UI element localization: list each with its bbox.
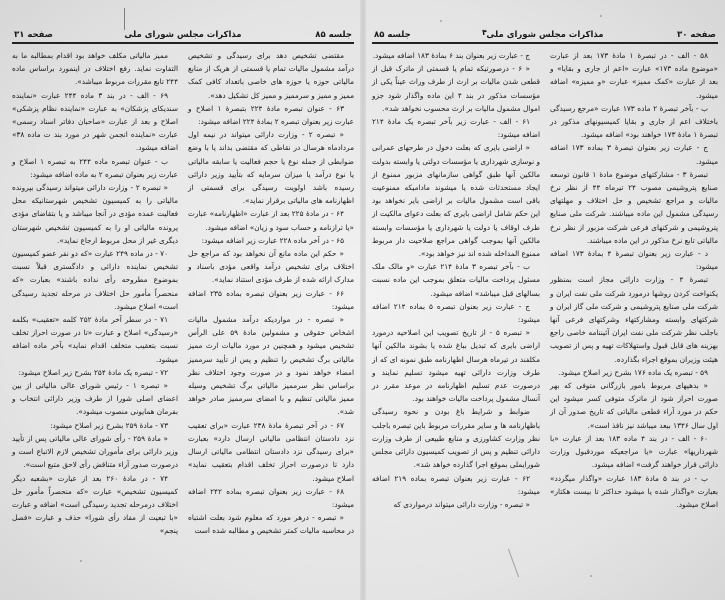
paragraph: « تبصره - وزارت دارائی میتواند درمواردی که — [393, 499, 530, 509]
paragraph: مقتضی تشخیص دهد برای رسیدگی و تشخیص درآمد مشمول مالیات تمام یا قسمتی از هریک از منابع مالیاتی حوزه یا حوزه های خاصی باتعداد کافی کمک ممیز و ممیز و سرممیز و ممیز کل تشکیل دهد». — [188, 51, 354, 100]
right-page — [372, 28, 718, 588]
page-header — [12, 28, 354, 44]
scan-speck — [590, 575, 592, 577]
paragraph: ب - عنوان تبصره ماده ۲۴۴ به تبصره ۱ اصلاح و عبارت زیر بعنوان تبصره ۲ به ماده اضافه میشود: — [12, 156, 178, 179]
paragraph: « حکم این ماده مانع آن نخواهد بود که مراجع حل اختلاف برای تشخیص درآمد واقعی مؤدی باسناد و مدارک ارائه شده از طرف مؤدی استناد نماید». — [188, 249, 354, 285]
page-marker: ۴ — [482, 28, 487, 37]
paragraph: ۶۶ - عبارت زیر بعنوان تبصره بماده ۲۳۵ اضافه میشود: — [188, 288, 354, 311]
book-gutter — [360, 0, 366, 600]
page-number: صفحه ۳۰ — [677, 30, 716, 40]
paragraph: ۶۵ - در آخر ماده ۲۲۸ عبارت زیر اضافه میشود: — [201, 235, 344, 245]
paragraph: ۶۰ - الف - در بند ۴ ماده ۱۸۳ بعد از عبارت «با شهرداریها» عبارت «یا مراجعیکه موردقبول وزارت دارائی قرار خواهند گرفت» اضافه میشود. — [550, 433, 718, 470]
left-page — [12, 28, 354, 588]
scan-speck — [440, 20, 442, 22]
paragraph: ضوابط و شرایط باغ بودن و نحوه رسیدگی باظهارنامه ها و سایر مقررات مربوط باین تبصره باجلب نظر وزارت کشاورزی و منابع طبیعی از طرف وزارت دارائی تنظیم و پس از تصویب کمیسیون دارائی مجلس شورایملی بموقع اجرا گذارده خواهد شد». — [372, 407, 540, 470]
paragraph: ۷۲ - تبصره یک مادهٔ ۲۵۴ بشرح زیر اصلاح میشود: — [18, 367, 168, 377]
paragraph: « تبصره - درهر مورد که معلوم شود بعلت اشتباه در محاسبه مالیات کمتر تشخیص و مطالبه شده است — [188, 513, 354, 536]
scan-speck — [600, 15, 602, 17]
paragraph: ج - عبارت زیر بعنوان تبصرهٔ ۳ بماده ۱۷۳ اضافه میشود. — [550, 143, 718, 166]
page-header — [372, 28, 718, 44]
paragraph: ۶۲ - عبارت زیر بعنوان تبصره بماده ۲۱۹ اضافه میشود: — [372, 473, 540, 496]
paragraph: ممیز مالیاتی مکلف خواهد بود اقدام بمطالبه ما به التفاوت نماید. رفع اختلاف در اینمورد براساس ماده ۲۴۴ تابع مقررات مربوط میباشد». — [12, 51, 178, 87]
paragraph: ج - عبارت زیر بعنوان تبصره ۵ بماده ۲۱۴ اضافه میشود: — [372, 301, 540, 325]
paragraph: « بدهیهای مربوط بامور بازرگانی متوفی که بهر صورت احراز شود از ماترک متوفی کسر میشود این حکم در مورد آراء قطعی مالیاتی که تاریخ صدور آن از اول سال ۱۳۴۶ ببعد میباشد نیز نافذ است». — [550, 381, 718, 430]
paragraph: ۷۱ - در سطر آخر مادهٔ ۲۵۲ کلمه «تعقیب» بکلمه «رسیدگی» اصلاح و عبارت «تا در صورت احراز تخلف نسبت بتعقیب متخلف اقدام نماید» بآخر ماده اضافه میشود. — [12, 315, 178, 364]
paragraph: « اراضی بایری که بعلت دخول در طرحهای عمرانی و نوسازی شهرداری یا مؤسسات دولتی یا وابسته بدولت مالکین آنها طبق گواهی سازمانهای مزبور ممنوع از ایجاد مستحدثات شده یا میشوند مادامیکه ممنوعیت باقی است مشمول مالیات بر اراضی بایر نخواهد بود این حکم شامل اراضی بایری که بعلت دعوای مالکیت از طرف اوقاف یا دولت یا شهرداری یا مؤسسات وابسته مالکین آنها بموجب گواهی مراجع صلاحیت دار مربوط ممنوع المداخله شده اند نیز خواهد بود». — [372, 143, 540, 259]
session-number: جلسه ۸۵ — [374, 30, 411, 40]
paragraph: ۶۳ - عنوان تبصره مادهٔ ۲۲۴ بتبصرهٔ ۱ اصلاح و عبارت زیر بعنوان تبصره ۲ بمادهٔ ۲۲۴ اضافه میشود: — [188, 103, 354, 127]
paragraph: ۶۱ - الف - عبارت زیر بآخر تبصره یک مادهٔ ۲۱۴ اضافه میشود: — [372, 117, 540, 140]
paragraph: ب - بآخر تبصره ۳ مادهٔ ۲۱۴ عبارت «و مالک ملک مسئول پرداخت مالیات متعلق بموجب این ماده نسبت بسالهای قبل میباشد» اضافه میشود. — [372, 262, 540, 298]
paragraph: ۷۴ - در مادهٔ ۲۶۰ بعد از عبارت «بشعبه دیگر کمیسیون تشخیص» عبارت «که منحصراً مأمور حل اختلاف درمرحله تجدید رسیدگی است» اضافه و عبارت «با تبعیت از مفاد رأی شورا» حذف و عبارت «فصل پنجم» — [12, 473, 178, 536]
running-title: مذاکرات مجلس شورای ملی — [124, 30, 242, 40]
paragraph: « تبصره - در مواردیکه درآمد مشمول مالیات اشخاص حقوقی و مشمولین مادهٔ ۵۹ علی الرأس تشخیص میشود و همچنین در مورد مالیات ارث ممیز مالیاتی برگ تشخیص را تنظیم و پس از تأیید سرممیز امضاء خواهد نمود و در صورت وجود اختلاف نظر براساس نظر سرممیز مالیاتی برگ تشخیص وسیله ممیز مالیاتی تنظیم و با امضای سرممیز صادر خواهد شد». — [188, 315, 354, 417]
session-number: جلسه ۸۵ — [315, 30, 352, 40]
paragraph: « تبصره ۵ - از تاریخ تصویب این اصلاحیه درمورد اراضی بایری که تبدیل بباغ شده یا بشوند مالکین آنها مکلفند در تیرماه هرسال اظهارنامه طبق نمونه ای که از طرف وزارت دارائی تهیه میشود تسلیم نمایند و درصورت عدم تسلیم اظهارنامه در موعد مقرر در آنسال مشمول پرداخت مالیات خواهند بود. — [372, 328, 540, 404]
column-right — [188, 49, 354, 589]
paragraph: ۵۹ - تبصره یک ماده ۱۷۶ بشرح زیر اصلاح میشود. — [558, 367, 708, 377]
paragraph: ۶۷ - در آخر تبصرهٔ مادهٔ ۲۳۸ عبارت «برای تعقیب نزد دادستان انتظامی مالیاتی ارسال دارد» بعبارت «برای رسیدگی نزد دادستان انتظامی مالیاتی ارسال دارد تا درصورت احراز تخلف اقدام بتعقیب نماید» اصلاح میشود. — [188, 420, 354, 483]
paragraph: ج - عبارت زیر بعنوان بند ۶ بمادهٔ ۱۸۳ اضافه میشود. — [372, 51, 530, 60]
paragraph: ب - در بند ۵ مادهٔ ۱۸۳ عبارت «واگذار میگردد» بعبارت «واگذار شده یا میشود حداکثر تا بیست هکتار» اصلاح میشود. — [550, 473, 718, 509]
paragraph: « تبصره ۲ - وزارت دارائی میتواند رسیدگی بپرونده مالیاتی را به کمیسیون تشخیص شهرستانیکه محل فعالیت عمده مؤدی در آنجا میباشد و یا بتقاضای مؤدی پرونده مالیاتی او را به کمیسیون تشخیص شهرستان دیگری غیر از محل مربوط ارجاع نماید». — [12, 183, 178, 245]
page-columns — [12, 49, 354, 589]
scan-speck — [80, 560, 82, 562]
column-left — [372, 49, 540, 589]
paragraph: تبصرهٔ ۴ - وزارت دارائی مجاز است بمنظور یکنواخت کردن روشها درمورد شرکت ملی نفت ایران و شرکت ملی صنایع پتروشیمی و شرکت ملی گاز ایران و شرکتهای وابسته ومشارکتهاء وشرکتهای فرعی آنها باجلب نظر شرکت ملی نفت ایران آئیننامه خاصی راجع بهزینه های قابل قبول واستهلاکات تهیه و پس از تصویب هیئت وزیران بموقع اجراء بگذارده. — [550, 275, 718, 364]
paragraph: ۷۳ - مادهٔ ۲۵۹ بشرح زیر اصلاح میشود: — [50, 420, 168, 430]
paragraph: ۷۰ - در ماده ۲۴۹ عبارت «که دو نفر عضو کمیسیون تشخیص نماینده دارائی و دادگستری قبلاً نسبت بموضوع مطروحه رأی نداده باشند» بعبارت «که منحصراً مأمور حل اختلاف در مرحله تجدید رسیدگی است» اصلاح میشود. — [12, 249, 178, 311]
paragraph: د - عبارت زیر بعنوان تبصرهٔ ۴ بمادهٔ ۱۷۳ اضافه میشود: — [550, 249, 718, 272]
page-columns — [372, 49, 718, 589]
page-number: صفحه ۳۱ — [14, 30, 53, 40]
paragraph: ۶۹ - الف - در بند ۳ ماده ۲۴۴ عبارت «نماینده سندیکای پزشکان» به عبارت «نماینده نظام پزشکی» اصلاح و بعد از عبارت «صاحبان دفاتر اسناد رسمی» عبارت «نماینده انجمن شهر در مورد بند ت ماده ۳۸» اضافه میشود. — [12, 90, 178, 153]
column-right — [550, 49, 718, 589]
running-title: مذاکرات مجلس شورای ملی — [486, 30, 604, 40]
paragraph: ۶۸ - عبارت زیر بعنوان تبصره بماده ۲۴۲ اضافه میشود: — [188, 486, 354, 509]
paragraph: « مادهٔ ۲۵۹ - رأی شورای عالی مالیاتی پس از تأیید وزیر دارائی برای مأموران تشخیص لازم الاتباع است و درصورت صدور آراء متناقض رأی لاحق متبع است». — [12, 433, 178, 470]
paragraph: ب - بآخر تبصرهٔ ۲ ماده ۱۷۳ عبارت «مرجع رسیدگی باختلاف اعم از جاری و بقایا کمیسیونهای مذکور در تبصرهٔ ۱ مادهٔ ۱۷۳ خواهند بود» اضافه میشود. — [550, 103, 718, 140]
paragraph: « تبصره ۱ - رئیس شورای عالی مالیاتی از بین اعضای اصلی شورا از طرف وزیر دارائی انتخاب و بفرمان همایونی منصوب میشود». — [12, 381, 178, 417]
paragraph: « تبصره ۲ - وزارت دارائی میتواند در نیمه اول مردادماه هرسال در نقاطی که مقتضی بداند یا با وضع ضوابطی از جمله نوع یا حجم فعالیت یا سابقه مالیاتی یا نوع درآمد یا میزان سرمایه که بتأیید وزیر دارائی رسیده باشد اولویت رسیدگی برای قسمتی از اظهارنامه های مالیاتی برقرار نماید». — [188, 130, 354, 206]
paragraph: ۵۸ - الف - در تبصرهٔ ۱ مادهٔ ۱۷۳ بعد از عبارت «موضوع ماده ۱۷۳» عبارت «اعم از جاری و بقایا» و بعد از عبارت «کمک ممیز» عبارت «و ممیزه» اضافه میشود. — [550, 51, 718, 100]
column-left — [12, 49, 178, 589]
scan-artifact-line — [124, 8, 125, 30]
paragraph: ۶۴ - در مادهٔ ۲۲۵ بعد از عبارت «اظهارنامه» عبارت «یا ترازنامه و حساب سود و زیان» اضافه میشود. — [188, 209, 354, 232]
paragraph: « ۶ - درصورتیکه تمام یا قسمتی از ماترک قبل از قطعی شدن مالیات بر ارث از طرف وراث عیناً یکی از مؤسسات مذکور در بند ۴ این ماده واگذار شود جزو اموال مشمول مالیات بر ارث محسوب نخواهد شد». — [372, 64, 541, 113]
paragraph: تبصرهٔ ۳ - مشارکتهای موضوع مادهٔ ۱ قانون توسعه صنایع پتروشیمی مصوب ۲۴ تیرماه ۴۴ از نظر نرخ مالیات و مراجع تشخیص و حل اختلاف و مهلتهای رسیدگی مشمول این ماده میباشند. شرکت ملی صنایع پتروشیمی و شرکتهای فرعی شرکت مزبور از نظر نرخ مالیاتی تابع نرخ مذکور در این ماده میباشند. — [550, 169, 718, 245]
